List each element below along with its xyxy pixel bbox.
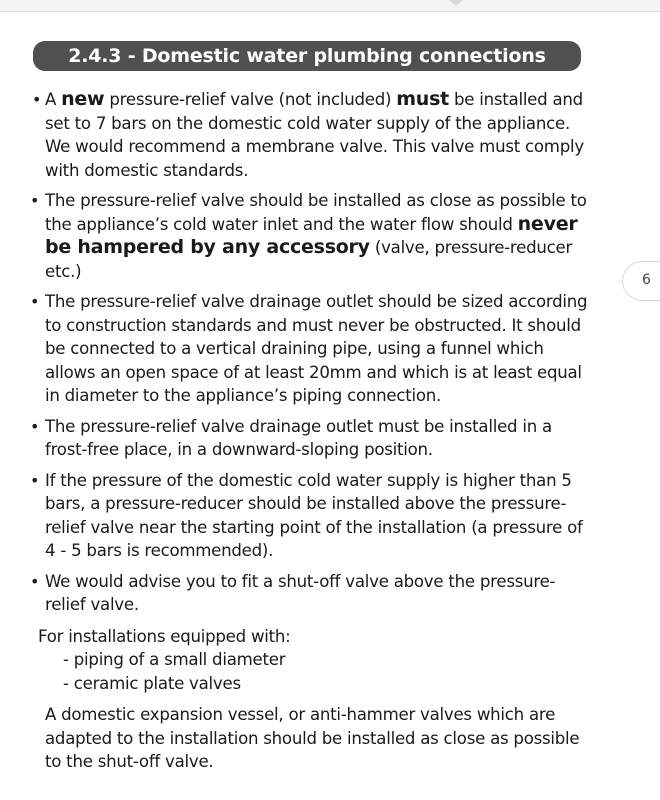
document-body [30,88,590,774]
text-span: be installed and set to 7 bars on the domestic cold water supply of the appliance. We would recommend a membrane valve. This valve must comply with domestic standards. [45,90,584,180]
text-span: (valve, pressure-reducer etc.) [45,238,573,281]
installations-block [30,625,590,774]
bullet-icon: • [30,292,40,311]
text-span: We would advise you to fit a shut-off valve above the pressure-relief valve. [45,571,556,614]
emphasis-new: new [61,88,105,110]
list-item [30,290,590,408]
bullet-icon: • [30,191,40,210]
bullet-icon: • [30,571,40,591]
list-item: - piping of a small diameter [63,650,286,669]
page-number-tab[interactable] [622,261,660,301]
text-span: A [45,90,62,109]
text-span: If the pressure of the domestic cold water supply is higher than 5 bars, a pressure-reducer should be installed above the pressure-relief valve near the starting point of the installation (a pressure of 4 - 5 bars is recommended). [45,470,583,560]
installations-note: A domestic expansion vessel, or anti-hammer valves which are adapted to the installation should be installed as close as possible to the shut-off valve. [45,705,580,771]
installations-list [30,648,590,695]
list-item [30,469,590,563]
installations-intro: For installations equipped with: [38,626,291,646]
list-item [30,570,590,617]
bullet-icon: • [32,90,42,109]
text-span: pressure-relief valve (not included) [104,90,397,109]
emphasis-never-hampered: never be hampered by any accessory [45,212,578,258]
list-item [30,88,590,182]
page-number: 6 [642,272,651,288]
list-item [30,415,590,462]
list-item [30,189,590,283]
top-toolbar-strip [0,0,660,12]
text-span: The pressure-relief valve drainage outlet must be installed in a frost-free place, in a downward-sloping position. [45,416,552,459]
scroll-indicator-icon [449,0,463,6]
emphasis-must: must [396,88,449,110]
bullet-icon: • [30,470,40,490]
section-title: 2.4.3 - Domestic water plumbing connections [33,41,581,71]
text-span: The pressure-relief valve should be installed as close as possible to the appliance’s cold water inlet and the water flow should [45,191,587,234]
text-span: The pressure-relief valve drainage outlet should be sized according to construction standards and must never be obstructed. It should be connected to a vertical draining pipe, using a funnel which allows an open space of at least 20mm and which is at least equal in diameter to the appliance’s piping connection. [45,292,588,405]
list-item: - ceramic plate valves [63,673,241,693]
bullet-list [30,88,590,617]
bullet-icon: • [30,416,40,436]
